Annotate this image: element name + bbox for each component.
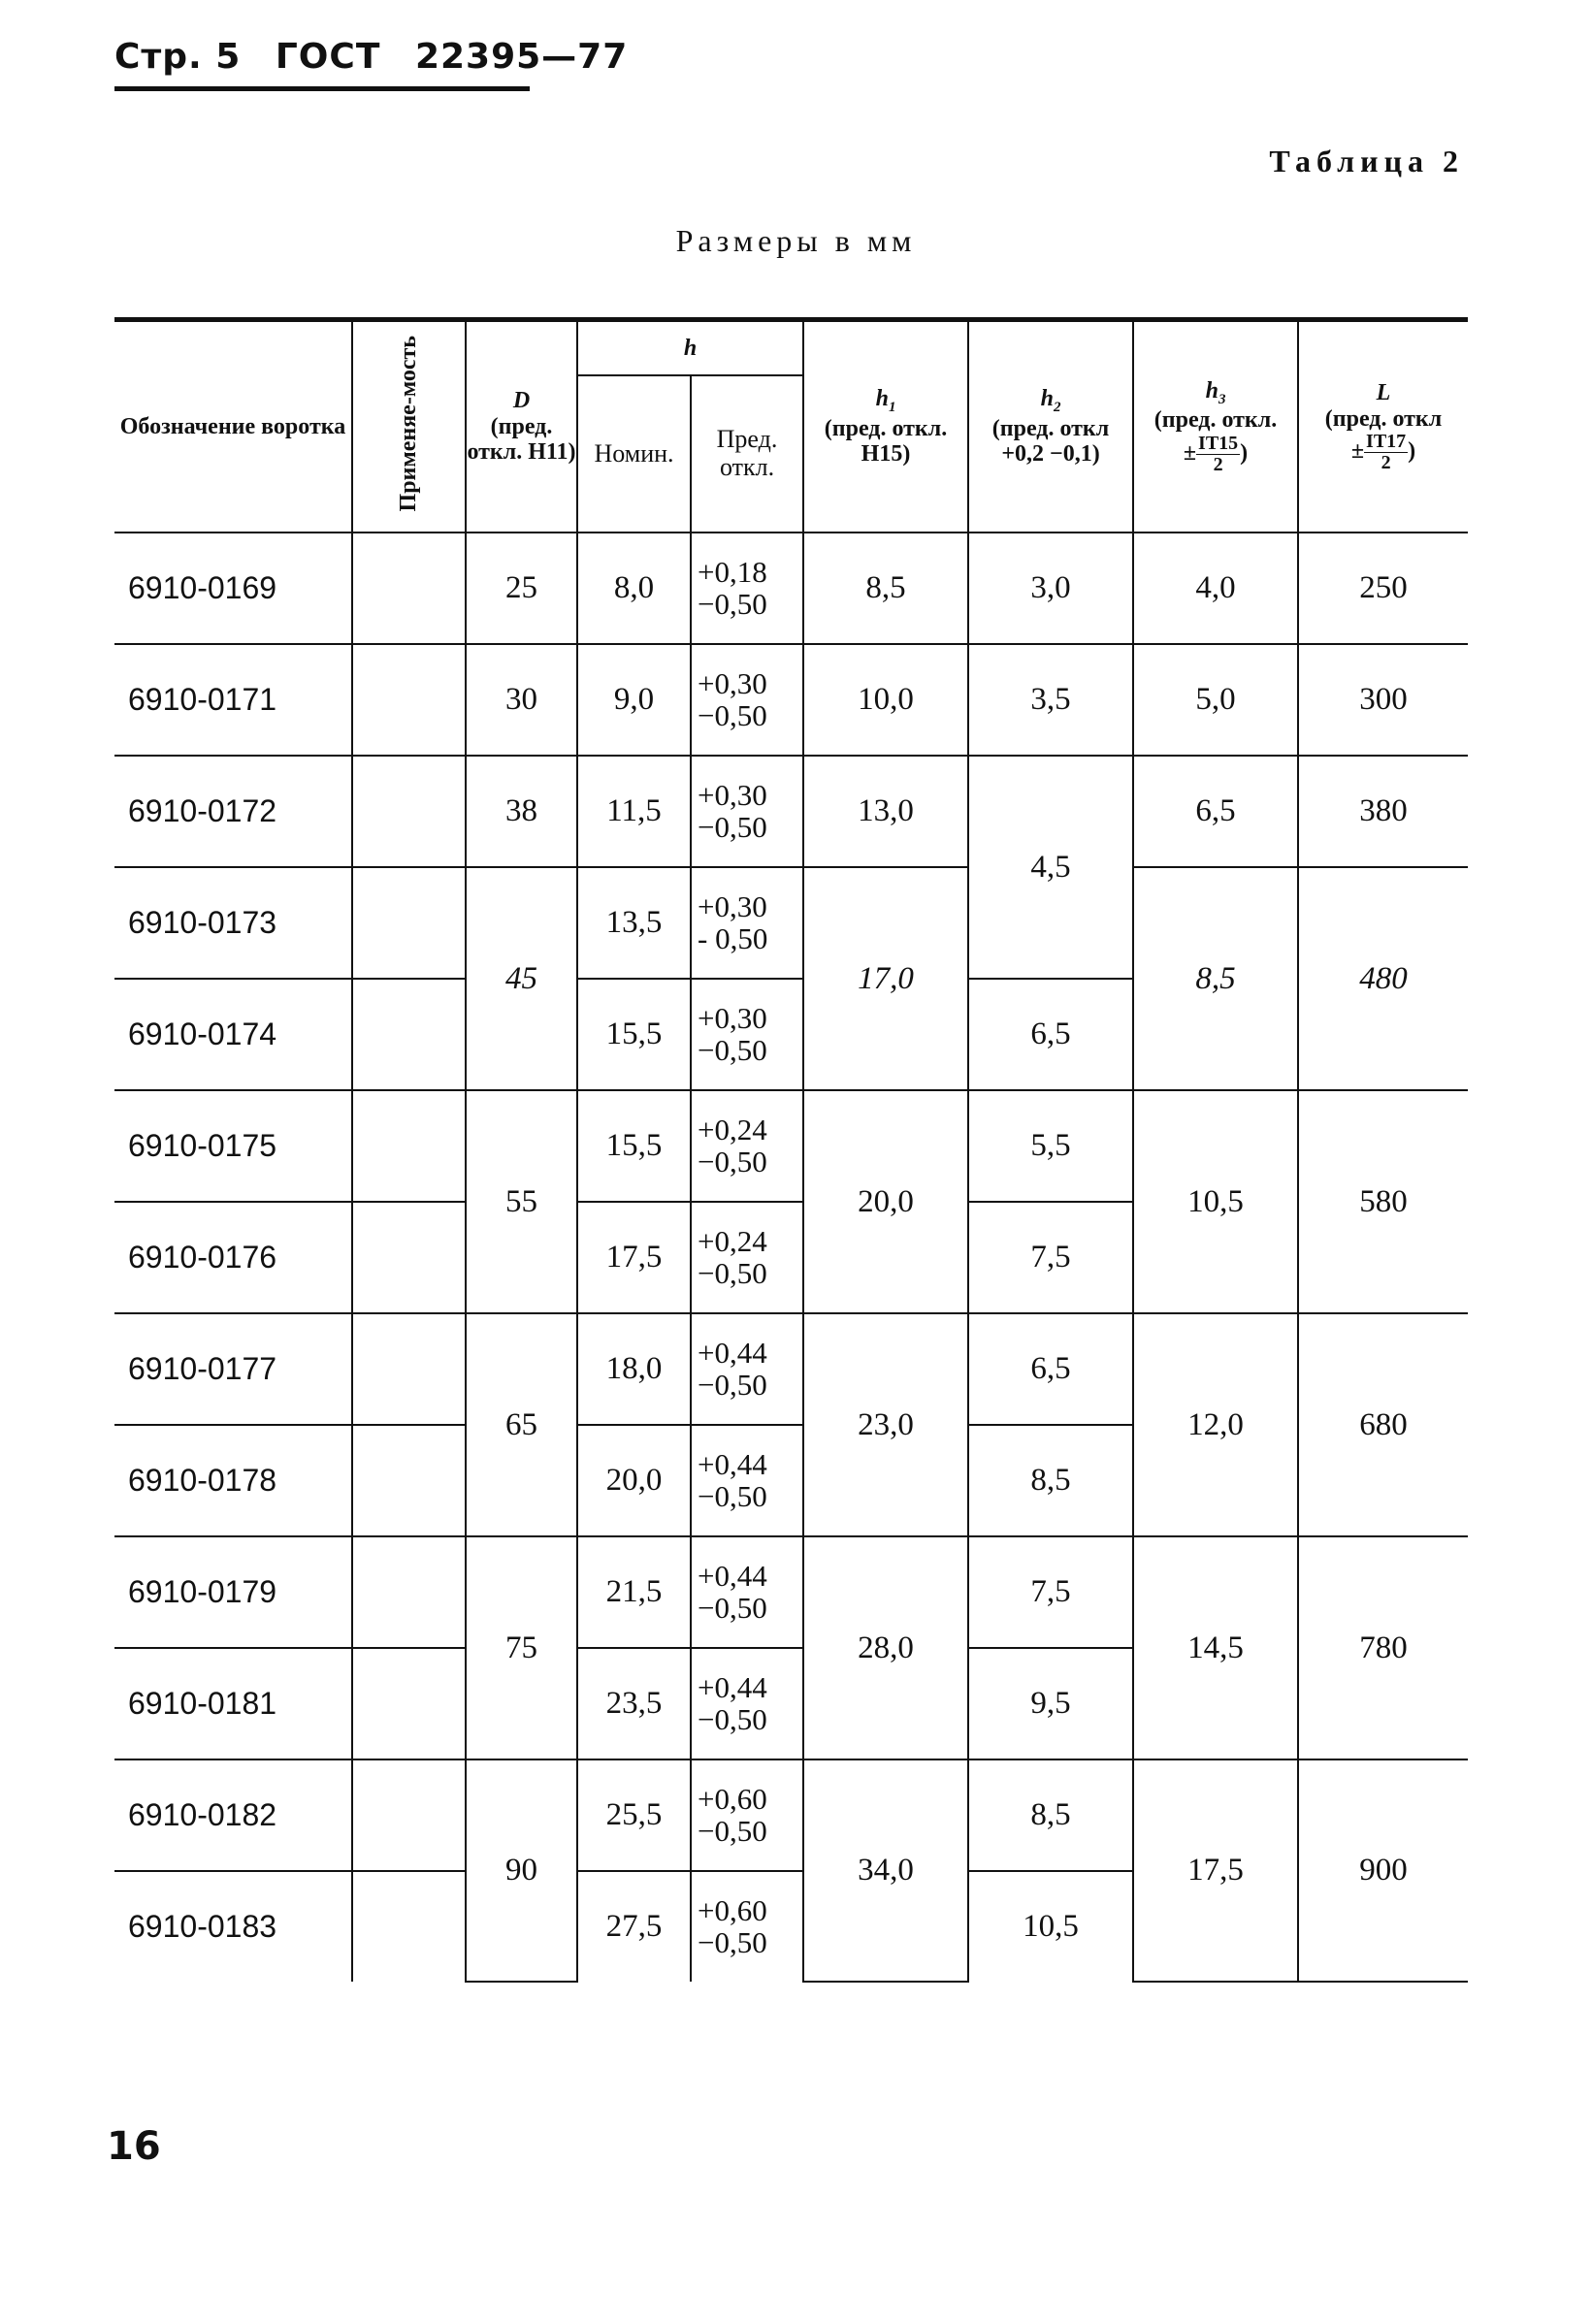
deviation-lower: −0,50 bbox=[698, 1255, 767, 1290]
deviation-lower: −0,50 bbox=[698, 1478, 767, 1513]
deviation-lower: −0,50 bbox=[698, 1924, 767, 1959]
col-h1-subscript: 1 bbox=[888, 400, 896, 416]
cell-applicability bbox=[352, 1871, 466, 1982]
cell-h-nominal: 27,5 bbox=[577, 1871, 691, 1982]
cell-h3: 4,0 bbox=[1133, 533, 1298, 644]
page-number: 16 bbox=[107, 2124, 161, 2169]
cell-designation: 6910-0183 bbox=[114, 1871, 352, 1982]
col-h1-symbol bbox=[804, 386, 967, 415]
cell-h-nominal: 8,0 bbox=[577, 533, 691, 644]
dimensions-table bbox=[114, 317, 1468, 1983]
table-row bbox=[114, 1759, 1468, 1871]
cell-h-deviation bbox=[691, 979, 803, 1090]
deviation-lower: −0,50 bbox=[698, 697, 767, 732]
cell-D: 30 bbox=[466, 644, 577, 756]
col-L-deviation: (пред. откл bbox=[1324, 405, 1443, 432]
cell-designation: 6910-0171 bbox=[114, 644, 352, 756]
deviation-upper: +0,30 bbox=[698, 1000, 767, 1035]
col-h-deviation: Пред. откл. bbox=[691, 375, 803, 533]
table-row bbox=[114, 533, 1468, 644]
col-h-nominal: Номин. bbox=[577, 375, 691, 533]
cell-designation: 6910-0176 bbox=[114, 1202, 352, 1313]
col-h2-deviation: (пред. откл +0,2 −0,1) bbox=[991, 415, 1110, 468]
table-row bbox=[114, 644, 1468, 756]
cell-designation: 6910-0181 bbox=[114, 1648, 352, 1759]
cell-h2: 6,5 bbox=[968, 979, 1133, 1090]
col-D bbox=[466, 320, 577, 533]
deviation-upper: +0,44 bbox=[698, 1446, 767, 1481]
cell-h2: 4,5 bbox=[968, 756, 1133, 979]
cell-h-nominal: 15,5 bbox=[577, 1090, 691, 1202]
deviation-upper: +0,60 bbox=[698, 1892, 767, 1927]
cell-L: 680 bbox=[1298, 1313, 1468, 1536]
deviation-lower: −0,50 bbox=[698, 1144, 767, 1178]
cell-h-deviation bbox=[691, 867, 803, 979]
deviation-lower: −0,50 bbox=[698, 1590, 767, 1625]
cell-h2: 5,5 bbox=[968, 1090, 1133, 1202]
pm-sign: ± bbox=[1350, 437, 1365, 464]
cell-L: 580 bbox=[1298, 1090, 1468, 1313]
cell-h3: 10,5 bbox=[1133, 1090, 1298, 1313]
cell-h-deviation bbox=[691, 1871, 803, 1982]
deviation-upper: +0,30 bbox=[698, 777, 767, 812]
deviation-lower: −0,50 bbox=[698, 1813, 767, 1848]
deviation-upper: +0,30 bbox=[698, 888, 767, 923]
cell-h-deviation bbox=[691, 756, 803, 867]
cell-h1: 10,0 bbox=[803, 644, 968, 756]
col-D-symbol: D bbox=[512, 388, 531, 414]
h3-fraction-den: 2 bbox=[1213, 453, 1223, 475]
col-applicability bbox=[352, 320, 466, 533]
table-body bbox=[114, 533, 1468, 1982]
col-h2 bbox=[968, 320, 1133, 533]
cell-h-nominal: 21,5 bbox=[577, 1536, 691, 1648]
table-row bbox=[114, 1313, 1468, 1425]
cell-designation: 6910-0177 bbox=[114, 1313, 352, 1425]
cell-applicability bbox=[352, 1313, 466, 1425]
cell-D: 65 bbox=[466, 1313, 577, 1536]
cell-L: 250 bbox=[1298, 533, 1468, 644]
cell-applicability bbox=[352, 1425, 466, 1536]
deviation-upper: +0,24 bbox=[698, 1223, 767, 1258]
col-designation-label: Обозначение воротка bbox=[119, 413, 346, 439]
cell-h2: 3,0 bbox=[968, 533, 1133, 644]
col-h3-symbol bbox=[1134, 378, 1297, 407]
cell-h2: 8,5 bbox=[968, 1425, 1133, 1536]
cell-applicability bbox=[352, 756, 466, 867]
cell-h-nominal: 9,0 bbox=[577, 644, 691, 756]
cell-h3: 5,0 bbox=[1133, 644, 1298, 756]
cell-applicability bbox=[352, 1759, 466, 1871]
col-h3-deviation: (пред. откл. bbox=[1153, 407, 1278, 434]
cell-designation: 6910-0174 bbox=[114, 979, 352, 1090]
cell-applicability bbox=[352, 867, 466, 979]
L-fraction-den: 2 bbox=[1381, 451, 1391, 473]
h3-fraction bbox=[1196, 434, 1240, 475]
cell-h3: 8,5 bbox=[1133, 867, 1298, 1090]
cell-D: 90 bbox=[466, 1759, 577, 1982]
deviation-upper: +0,60 bbox=[698, 1781, 767, 1816]
cell-h2: 7,5 bbox=[968, 1202, 1133, 1313]
deviation-lower: −0,50 bbox=[698, 586, 767, 621]
deviation-upper: +0,18 bbox=[698, 554, 767, 589]
deviation-upper: +0,44 bbox=[698, 1558, 767, 1593]
cell-L: 300 bbox=[1298, 644, 1468, 756]
col-L bbox=[1298, 320, 1468, 533]
cell-D: 38 bbox=[466, 756, 577, 867]
cell-h-deviation bbox=[691, 1425, 803, 1536]
standard-number: 22395—77 bbox=[414, 37, 629, 77]
cell-applicability bbox=[352, 979, 466, 1090]
deviation-lower: −0,50 bbox=[698, 809, 767, 844]
h3-fraction-num: IT15 bbox=[1198, 432, 1239, 454]
table-number: Таблица 2 bbox=[1269, 144, 1464, 178]
col-h3-subscript: 3 bbox=[1218, 391, 1226, 407]
cell-applicability bbox=[352, 644, 466, 756]
cell-h-deviation bbox=[691, 644, 803, 756]
cell-h-nominal: 23,5 bbox=[577, 1648, 691, 1759]
cell-designation: 6910-0175 bbox=[114, 1090, 352, 1202]
cell-h-deviation bbox=[691, 1759, 803, 1871]
col-h: h bbox=[577, 320, 803, 376]
cell-h2: 10,5 bbox=[968, 1871, 1133, 1982]
deviation-lower: −0,50 bbox=[698, 1367, 767, 1402]
cell-applicability bbox=[352, 1648, 466, 1759]
table-row bbox=[114, 867, 1468, 979]
cell-h3: 6,5 bbox=[1133, 756, 1298, 867]
table-row bbox=[114, 756, 1468, 867]
cell-h2: 8,5 bbox=[968, 1759, 1133, 1871]
col-applicability-label: Применяе-мость bbox=[396, 336, 422, 512]
cell-h2: 6,5 bbox=[968, 1313, 1133, 1425]
cell-L: 900 bbox=[1298, 1759, 1468, 1982]
cell-h-deviation bbox=[691, 1536, 803, 1648]
cell-applicability bbox=[352, 1536, 466, 1648]
cell-designation: 6910-0182 bbox=[114, 1759, 352, 1871]
page-label: Стр. 5 bbox=[114, 37, 242, 77]
cell-h3: 17,5 bbox=[1133, 1759, 1298, 1982]
cell-D: 75 bbox=[466, 1536, 577, 1759]
table-units-caption: Размеры в мм bbox=[675, 223, 917, 258]
cell-h-deviation bbox=[691, 1648, 803, 1759]
cell-h-deviation bbox=[691, 533, 803, 644]
col-h1-deviation: (пред. откл. H15) bbox=[824, 415, 948, 468]
cell-designation: 6910-0178 bbox=[114, 1425, 352, 1536]
cell-designation: 6910-0179 bbox=[114, 1536, 352, 1648]
col-h2-letter: h bbox=[1040, 386, 1054, 412]
col-h3 bbox=[1133, 320, 1298, 533]
cell-h1: 20,0 bbox=[803, 1090, 968, 1313]
page-header bbox=[114, 37, 629, 91]
cell-h1: 34,0 bbox=[803, 1759, 968, 1982]
cell-h1: 17,0 bbox=[803, 867, 968, 1090]
col-h1-letter: h bbox=[875, 386, 889, 412]
pm-sign: ± bbox=[1183, 439, 1197, 466]
cell-applicability bbox=[352, 1090, 466, 1202]
L-close: ) bbox=[1408, 437, 1416, 464]
table-row bbox=[114, 1536, 1468, 1648]
col-L-tolerance bbox=[1299, 432, 1468, 473]
col-h2-symbol bbox=[969, 386, 1132, 415]
cell-h1: 8,5 bbox=[803, 533, 968, 644]
deviation-lower: −0,50 bbox=[698, 1032, 767, 1067]
cell-h2: 3,5 bbox=[968, 644, 1133, 756]
cell-h1: 28,0 bbox=[803, 1536, 968, 1759]
deviation-upper: +0,24 bbox=[698, 1112, 767, 1146]
cell-h-deviation bbox=[691, 1090, 803, 1202]
cell-h-deviation bbox=[691, 1202, 803, 1313]
cell-designation: 6910-0169 bbox=[114, 533, 352, 644]
col-h1 bbox=[803, 320, 968, 533]
col-D-deviation: (пред. откл. H11) bbox=[467, 413, 576, 466]
cell-h2: 7,5 bbox=[968, 1536, 1133, 1648]
standard-label: ГОСТ bbox=[275, 37, 381, 77]
cell-h-deviation bbox=[691, 1313, 803, 1425]
cell-D: 55 bbox=[466, 1090, 577, 1313]
deviation-lower: −0,50 bbox=[698, 1701, 767, 1736]
deviation-lower: - 0,50 bbox=[698, 920, 768, 955]
cell-h-nominal: 20,0 bbox=[577, 1425, 691, 1536]
cell-h1: 23,0 bbox=[803, 1313, 968, 1536]
cell-h-nominal: 11,5 bbox=[577, 756, 691, 867]
cell-h-nominal: 13,5 bbox=[577, 867, 691, 979]
cell-h-nominal: 17,5 bbox=[577, 1202, 691, 1313]
deviation-upper: +0,44 bbox=[698, 1669, 767, 1704]
cell-h-nominal: 15,5 bbox=[577, 979, 691, 1090]
cell-h3: 14,5 bbox=[1133, 1536, 1298, 1759]
cell-h2: 9,5 bbox=[968, 1648, 1133, 1759]
deviation-upper: +0,30 bbox=[698, 665, 767, 700]
col-h3-letter: h bbox=[1205, 378, 1218, 404]
h3-close: ) bbox=[1240, 439, 1249, 466]
deviation-upper: +0,44 bbox=[698, 1335, 767, 1370]
cell-L: 380 bbox=[1298, 756, 1468, 867]
col-L-symbol: L bbox=[1376, 380, 1391, 406]
cell-D: 45 bbox=[466, 867, 577, 1090]
cell-h-nominal: 25,5 bbox=[577, 1759, 691, 1871]
cell-h-nominal: 18,0 bbox=[577, 1313, 691, 1425]
cell-L: 780 bbox=[1298, 1536, 1468, 1759]
col-h2-subscript: 2 bbox=[1053, 400, 1061, 416]
L-fraction-num: IT17 bbox=[1366, 430, 1407, 452]
cell-designation: 6910-0172 bbox=[114, 756, 352, 867]
cell-designation: 6910-0173 bbox=[114, 867, 352, 979]
L-fraction bbox=[1364, 432, 1408, 473]
col-designation bbox=[114, 320, 352, 533]
cell-h3: 12,0 bbox=[1133, 1313, 1298, 1536]
cell-applicability bbox=[352, 533, 466, 644]
col-h3-tolerance bbox=[1134, 434, 1297, 475]
cell-applicability bbox=[352, 1202, 466, 1313]
cell-D: 25 bbox=[466, 533, 577, 644]
cell-L: 480 bbox=[1298, 867, 1468, 1090]
table-row bbox=[114, 1090, 1468, 1202]
cell-h1: 13,0 bbox=[803, 756, 968, 867]
